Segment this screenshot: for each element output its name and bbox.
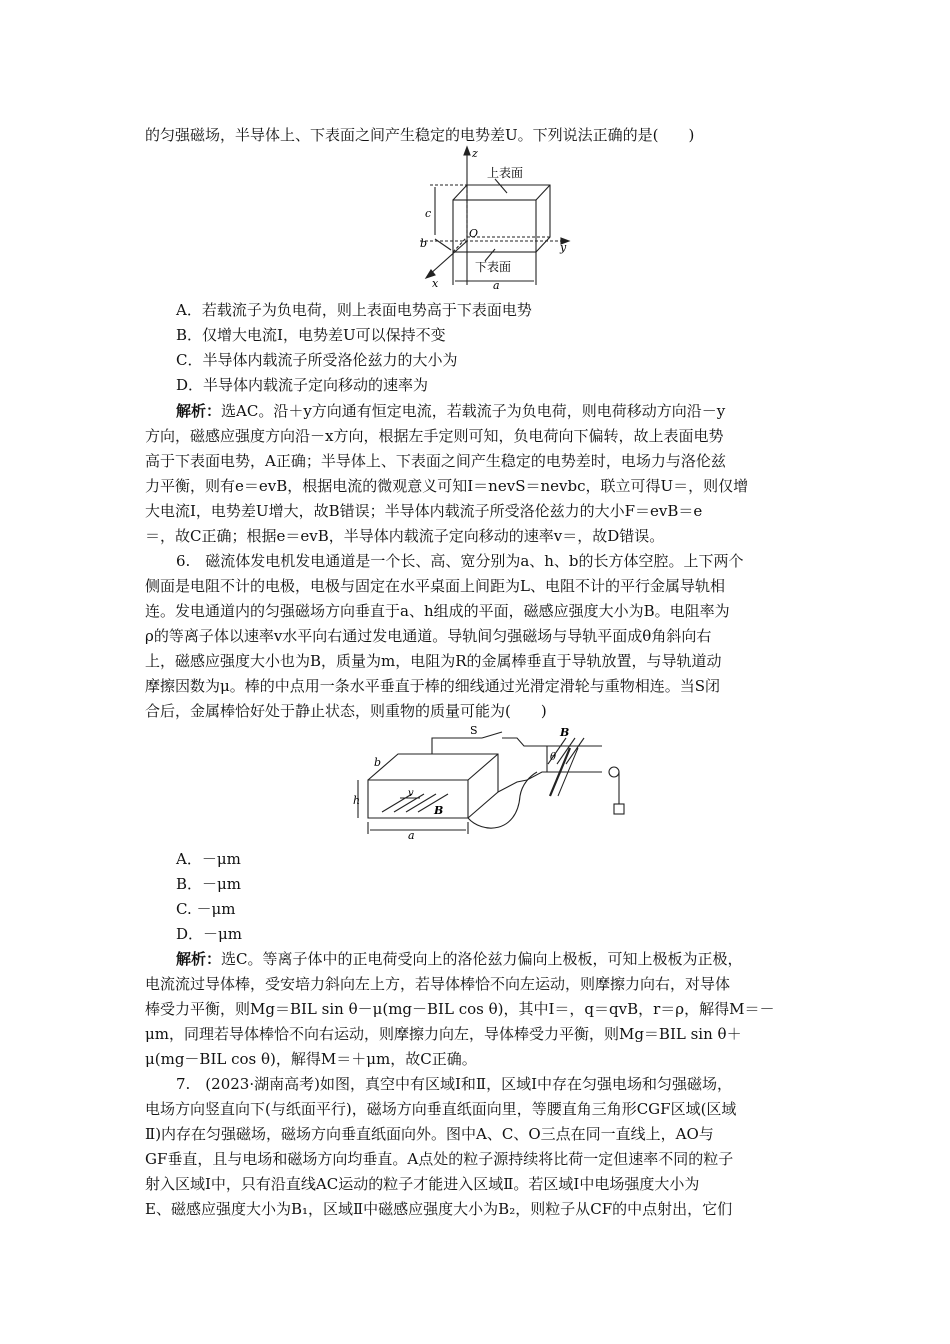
b-field-label: B bbox=[560, 726, 570, 739]
block-front bbox=[453, 200, 536, 252]
text-line: 电场方向竖直向下(与纸面平行)，磁场方向垂直纸面向里，等腰直角三角形CGF区域(区域 bbox=[145, 1100, 737, 1118]
text-line: 连。发电通道内的匀强磁场方向垂直于a、h组成的平面，磁感应强度大小为B。电阻率为 bbox=[145, 602, 730, 620]
x-axis bbox=[429, 241, 467, 275]
solution-line bbox=[176, 400, 725, 422]
y-label: y bbox=[560, 241, 567, 254]
text-line: 高于下表面电势，A正确；半导体上、下表面之间产生稳定的电势差时，电场力与洛伦兹 bbox=[145, 452, 726, 470]
option-d: D．－μm bbox=[176, 925, 242, 943]
text-line: E、磁感应强度大小为B₁，区域Ⅱ中磁感应强度大小为B₂，则粒子从CF的中点射出，它们 bbox=[145, 1200, 733, 1218]
solution-text: 选C。等离子体中的正电荷受向上的洛伦兹力偏向上极板，可知上极板为正极， bbox=[221, 950, 743, 968]
theta-label: θ bbox=[550, 752, 557, 763]
option-b: B．－μm bbox=[176, 875, 241, 893]
option-c: C. －μm bbox=[176, 900, 236, 918]
text-line: 棒受力平衡，则Mg＝BIL sin θ－μ(mg－BIL cos θ)，其中I＝，q＝qvB，r＝ρ，解得M＝－ bbox=[145, 1000, 775, 1018]
h-label: h bbox=[353, 794, 361, 807]
text-line: GF垂直，且与电场和磁场方向均垂直。A点处的粒子源持续将比荷一定但速率不同的粒子 bbox=[145, 1150, 734, 1168]
text-line: 合后，金属棒恰好处于静止状态，则重物的质量可能为( ) bbox=[145, 702, 547, 720]
solution-answer: 选AC。 bbox=[221, 402, 274, 420]
z-label: z bbox=[472, 147, 478, 160]
solution-line bbox=[176, 948, 743, 970]
z-arrow-icon bbox=[464, 147, 470, 155]
origin-label: O bbox=[469, 227, 479, 240]
b-inner-label: B bbox=[434, 804, 444, 817]
option-a: A．若载流子为负电荷，则上表面电势高于下表面电势 bbox=[176, 301, 532, 319]
text-line: 大电流I，电势差U增大，故B错误；半导体内载流子所受洛伦兹力的大小F＝evB＝e bbox=[145, 502, 703, 520]
text-line: 射入区域Ⅰ中，只有沿直线AC运动的粒子才能进入区域Ⅱ。若区域Ⅰ中电场强度大小为 bbox=[145, 1175, 700, 1193]
text-line: 力平衡，则有e＝evB，根据电流的微观意义可知I＝nevS＝nevbc，联立可得U＝，则仅增 bbox=[145, 477, 749, 495]
question-7: 7. (2023·湖南高考)如图，真空中有区域Ⅰ和Ⅱ，区域Ⅰ中存在匀强电场和匀强磁场， bbox=[176, 1075, 733, 1093]
channel-front bbox=[368, 780, 468, 818]
text-line: μm，同理若导体棒恰不向右运动，则摩擦力向左，导体棒受力平衡，则Mg＝BIL sin θ＋ bbox=[145, 1025, 742, 1043]
switch-label: S bbox=[470, 724, 478, 737]
weight-block bbox=[614, 804, 624, 814]
top-surface-label: 上表面 bbox=[487, 166, 524, 180]
c-label: c bbox=[425, 207, 432, 220]
text-line: 上，磁感应强度大小也为B，质量为m，电阻为R的金属棒垂直于导轨放置，与导轨道动 bbox=[145, 652, 722, 670]
text-line: 方向，磁感应强度方向沿－x方向，根据左手定则可知，负电荷向下偏转，故上表面电势 bbox=[145, 427, 724, 445]
text-line: 摩擦因数为μ。棒的中点用一条水平垂直于棒的细线通过光滑定滑轮与重物相连。当S闭 bbox=[145, 677, 721, 695]
a-label: a bbox=[493, 279, 500, 290]
b-label: b bbox=[420, 237, 428, 250]
b-width-label: b bbox=[374, 756, 382, 769]
a-label: a bbox=[408, 829, 415, 842]
bottom-surface-label: 下表面 bbox=[475, 260, 512, 274]
text-line: μ(mg－BIL cos θ)，解得M＝＋μm，故C正确。 bbox=[145, 1050, 477, 1068]
solution-text: 沿＋y方向通有恒定电流，若载流子为负电荷，则电荷移动方向沿－y bbox=[273, 402, 726, 420]
v-label: v bbox=[408, 788, 414, 799]
text-line: 侧面是电阻不计的电极，电极与固定在水平桌面上间距为L、电阻不计的平行金属导轨相 bbox=[145, 577, 725, 595]
solution-label: 解析： bbox=[176, 402, 222, 420]
option-c: C．半导体内载流子所受洛伦兹力的大小为 bbox=[176, 351, 458, 369]
pulley bbox=[609, 767, 619, 777]
text-line: 的匀强磁场，半导体上、下表面之间产生稳定的电势差U。下列说法正确的是( ) bbox=[145, 126, 695, 144]
option-b: B．仅增大电流I，电势差U可以保持不变 bbox=[176, 326, 446, 344]
question-6: 6. 磁流体发电机发电通道是一个长、高、宽分别为a、h、b的长方体空腔。上下两个 bbox=[176, 552, 744, 570]
solution-label: 解析： bbox=[176, 950, 222, 968]
option-d: D．半导体内载流子定向移动的速率为 bbox=[176, 376, 429, 394]
text-line: Ⅱ)内存在匀强磁场，磁场方向垂直纸面向外。图中A、C、O三点在同一直线上，AO与 bbox=[145, 1125, 714, 1143]
option-a: A．－μm bbox=[176, 850, 241, 868]
text-line: 电流流过导体棒，受安培力斜向左上方，若导体棒恰不向左运动，则摩擦力向右，对导体 bbox=[145, 975, 731, 993]
text-line: ρ的等离子体以速率v水平向右通过发电通道。导轨间匀强磁场与导轨平面成θ角斜向右 bbox=[145, 627, 712, 645]
text-line: ＝，故C正确；根据e＝evB，半导体内载流子定向移动的速率v＝，故D错误。 bbox=[145, 527, 665, 545]
x-label: x bbox=[432, 277, 439, 290]
mhd-generator-figure bbox=[352, 724, 628, 842]
hall-effect-figure bbox=[415, 145, 575, 290]
